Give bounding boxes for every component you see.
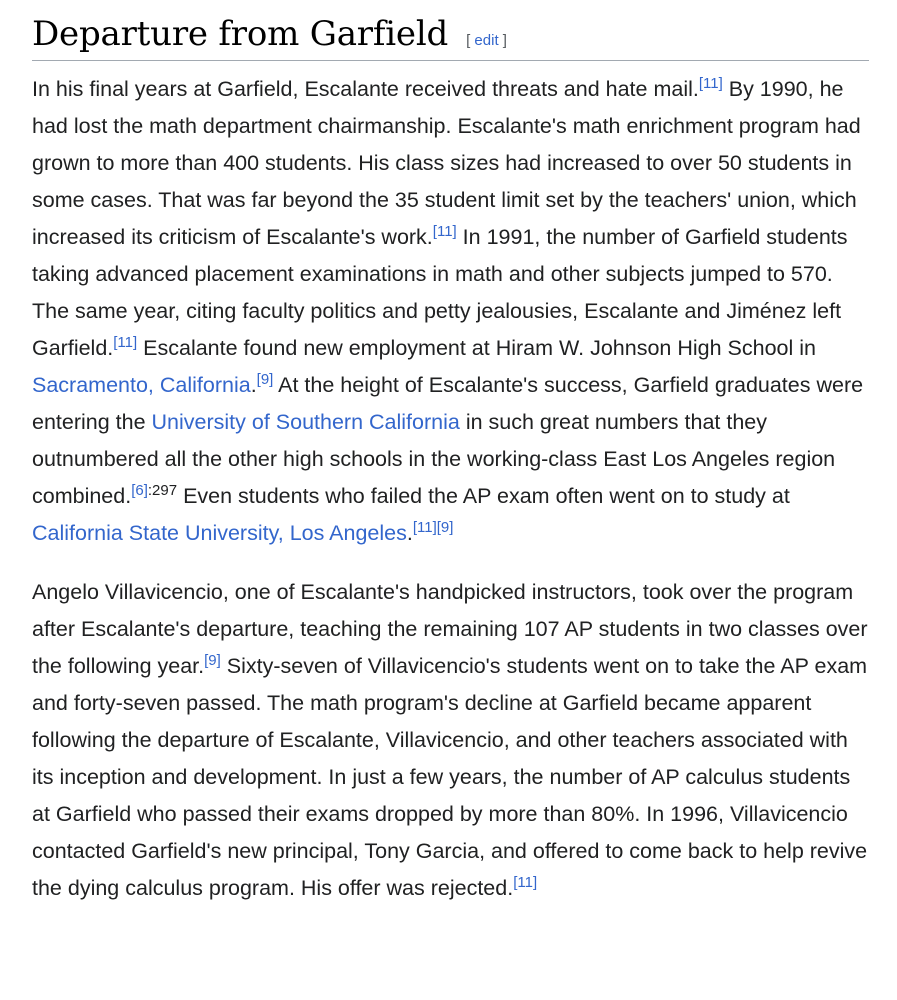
citation-link[interactable]: [9]	[204, 651, 221, 669]
edit-section-link[interactable]: edit	[474, 32, 499, 49]
edit-bracket-close: ]	[502, 32, 507, 49]
paragraph-text: .	[406, 521, 413, 545]
paragraph-text: In 1991, the number of Garfield students taking advanced placement examinations in math and other subjects jumped to 570. The same year, citing faculty politics and petty jealousies, Escalante and Jiménez left Garfield.	[32, 225, 848, 360]
edit-bracket-open: [	[466, 32, 471, 49]
wiki-link[interactable]: California State University, Los Angeles	[32, 521, 407, 545]
citation-link[interactable]: [11]	[432, 222, 457, 240]
citation-ref	[413, 519, 437, 536]
paragraph-text: Sixty-seven of Villavicencio's students went on to take the AP exam and forty-seven passed. The math program's decline at Garfield became apparent following the departure of Escalante, Villavicencio, and other teachers associated with its inception and development. In just a few years, the number of AP calculus students at Garfield who passed their exams dropped by more than 80%. In 1996, Villavicencio contacted Garfield's new principal, Tony Garcia, and offered to come back to help revive the dying calculus program. His offer was rejected.	[32, 654, 868, 900]
section-heading-row	[32, 14, 869, 61]
citation-link[interactable]: [11]	[698, 74, 723, 92]
citation-ref	[699, 75, 723, 92]
citation-ref	[113, 334, 137, 351]
citation-link[interactable]: [9]	[436, 518, 454, 536]
paragraph-text: By 1990, he had lost the math department chairmanship. Escalante's math enrichment program had grown to more than 400 students. His class sizes had increased to over 50 students in some cases. That was far beyond the 35 student limit set by the teachers' union, which increased its criticism of Escalante's work.	[32, 77, 861, 249]
citation-link[interactable]: [9]	[256, 370, 274, 388]
paragraph-text: .	[250, 373, 257, 397]
citation-ref	[204, 652, 221, 669]
citation-link[interactable]: [11]	[113, 333, 138, 351]
citation-link[interactable]: [11]	[412, 518, 437, 536]
paragraph-text: Escalante found new employment at Hiram W. Johnson High School in	[137, 336, 816, 360]
wiki-link[interactable]: Sacramento, California	[32, 373, 251, 397]
edit-section-link-wrapper	[466, 32, 507, 49]
citation-ref	[513, 874, 537, 891]
paragraph-text: Angelo Villavicencio, one of Escalante's handpicked instructors, took over the program after Escalante's departure, teaching the remaining 107 AP students in two classes over the following year.	[32, 580, 868, 678]
paragraph-1	[32, 71, 869, 552]
paragraph-text: In his final years at Garfield, Escalante received threats and hate mail.	[32, 77, 699, 101]
paragraph-2	[32, 574, 869, 907]
wiki-link[interactable]: University of Southern California	[151, 410, 460, 434]
citation-link[interactable]: [11]	[513, 873, 538, 891]
section-title: Departure from Garfield	[32, 14, 449, 54]
paragraph-text: in such great numbers that they outnumbered all the other high schools in the working-class East Los Angeles region combined.	[32, 410, 836, 508]
citation-ref	[257, 371, 274, 388]
citation-ref	[433, 223, 457, 240]
citation-ref	[131, 482, 148, 499]
paragraph-text: At the height of Escalante's success, Garfield graduates were entering the	[32, 373, 864, 434]
citation-page: :297	[147, 481, 178, 499]
citation-link[interactable]: [6]	[131, 481, 148, 499]
citation-ref	[437, 519, 454, 536]
paragraph-text: Even students who failed the AP exam often went on to study at	[177, 484, 790, 508]
